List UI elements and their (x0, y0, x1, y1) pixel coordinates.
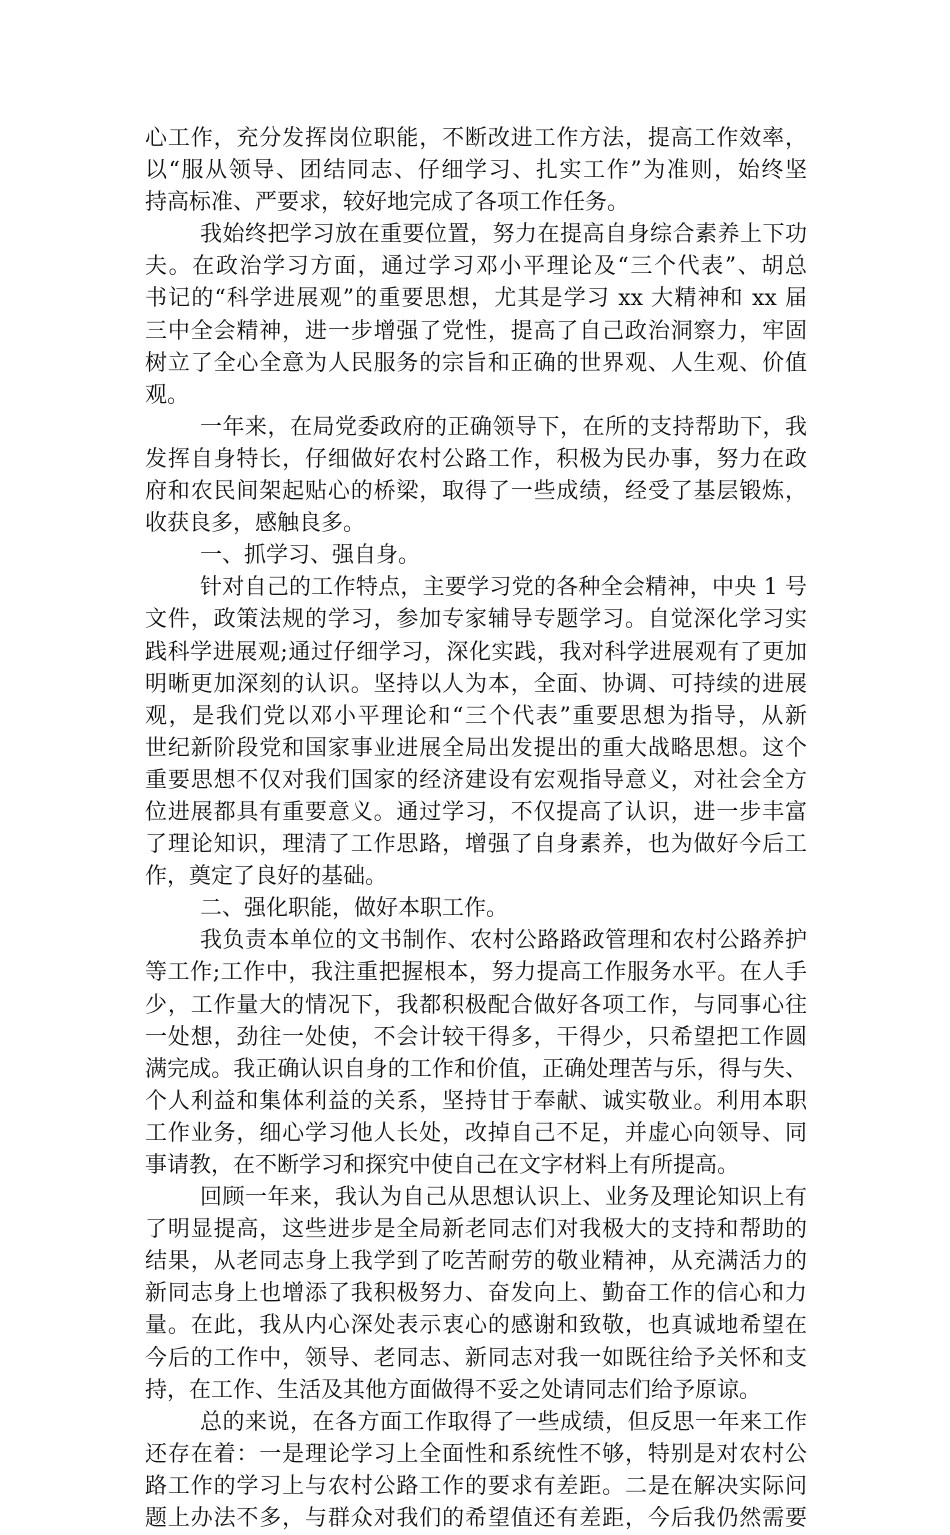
document-line: 我负责本单位的文书制作、农村公路路政管理和农村公路养护 (200, 928, 807, 954)
document-line: 三中全会精神，进一步增强了党性，提高了自己政治洞察力，牢固 (145, 318, 807, 344)
document-line: 书记的“科学进展观”的重要思想，尤其是学习 xx 大精神和 xx 届 (145, 286, 807, 312)
document-line: 了明显提高，这些进步是全局新老同志们对我极大的支持和帮助的 (145, 1217, 807, 1243)
document-line: 持高标准、严要求，较好地完成了各项工作任务。 (145, 190, 630, 216)
document-line: 明晰更加深刻的认识。坚持以人为本，全面、协调、可持续的进展 (145, 671, 807, 697)
document-line: 个人利益和集体利益的关系，坚持甘于奉献、诚实敬业。利用本职 (145, 1088, 807, 1114)
document-line: 心工作，充分发挥岗位职能，不断改进工作方法，提高工作效率， (145, 126, 807, 151)
document-line: 题上办法不多，与群众对我们的希望值还有差距，今后我仍然需要 (145, 1506, 807, 1532)
document-line: 发挥自身特长，仔细做好农村公路工作，积极为民办事，努力在政 (145, 446, 807, 472)
document-line: 夫。在政治学习方面，通过学习邓小平理论及“三个代表”、胡总 (145, 254, 807, 280)
document-line: 观，是我们党以邓小平理论和“三个代表”重要思想为指导，从新 (145, 703, 807, 729)
document-line: 作，奠定了良好的基础。 (145, 864, 388, 890)
document-line: 回顾一年来，我认为自己从思想认识上、业务及理论知识上有 (200, 1185, 807, 1211)
document-line: 践科学进展观;通过仔细学习，深化实践，我对科学进展观有了更加 (145, 639, 807, 665)
document-line: 树立了全心全意为人民服务的宗旨和正确的世界观、人生观、价值 (145, 350, 807, 376)
document-line: 观。 (145, 382, 190, 408)
document-line: 一、抓学习、强自身。 (200, 543, 421, 569)
document-line: 等工作;工作中，我注重把握根本，努力提高工作服务水平。在人手 (145, 960, 807, 986)
document-line: 以“服从领导、团结同志、仔细学习、扎实工作”为准则，始终坚 (145, 158, 807, 184)
document-line: 针对自己的工作特点，主要学习党的各种全会精神，中央 1 号 (200, 575, 807, 601)
document-line: 路工作的学习上与农村公路工作的要求有差距。二是在解决实际问 (145, 1473, 807, 1499)
document-line: 一年来，在局党委政府的正确领导下，在所的支持帮助下，我 (200, 414, 807, 440)
document-line: 量。在此，我从内心深处表示衷心的感谢和致敬，也真诚地希望在 (145, 1313, 807, 1339)
document-line: 了理论知识，理清了工作思路，增强了自身素养，也为做好今后工 (145, 832, 807, 858)
document-line: 工作业务，细心学习他人长处，改掉自己不足，并虚心向领导、同 (145, 1120, 807, 1146)
document-line: 府和农民间架起贴心的桥梁，取得了一些成绩，经受了基层锻炼， (145, 479, 807, 505)
document-body (145, 123, 807, 1535)
document-line: 重要思想不仅对我们国家的经济建设有宏观指导意义，对社会全方 (145, 767, 807, 793)
document-line: 结果，从老同志身上我学到了吃苦耐劳的敬业精神，从充满活力的 (145, 1249, 807, 1275)
document-line: 一处想，劲往一处使，不会计较干得多，干得少，只希望把工作圆 (145, 1024, 807, 1050)
document-line: 少，工作量大的情况下，我都积极配合做好各项工作，与同事心往 (145, 992, 807, 1018)
document-line: 位进展都具有重要意义。通过学习，不仅提高了认识，进一步丰富 (145, 799, 807, 825)
document-line: 持，在工作、生活及其他方面做得不妥之处请同志们给予原谅。 (145, 1377, 762, 1403)
document-line: 文件，政策法规的学习，参加专家辅导专题学习。自觉深化学习实 (145, 607, 807, 633)
document-line: 满完成。我正确认识自身的工作和价值，正确处理苦与乐，得与失、 (145, 1056, 807, 1082)
document-line: 事请教，在不断学习和探究中使自己在文字材料上有所提高。 (145, 1153, 740, 1178)
document-line: 我始终把学习放在重要位置，努力在提高自身综合素养上下功 (200, 222, 807, 248)
document-line: 今后的工作中，领导、老同志、新同志对我一如既往给予关怀和支 (145, 1345, 807, 1371)
document-line: 收获良多，感触良多。 (145, 511, 366, 537)
document-line: 新同志身上也增添了我积极努力、奋发向上、勤奋工作的信心和力 (145, 1281, 807, 1307)
document-line: 世纪新阶段党和国家事业进展全局出发提出的重大战略思想。这个 (145, 735, 807, 761)
document-line: 总的来说，在各方面工作取得了一些成绩，但反思一年来工作 (200, 1409, 807, 1435)
document-line: 还存在着：一是理论学习上全面性和系统性不够，特别是对农村公 (145, 1441, 807, 1467)
document-line: 二、强化职能，做好本职工作。 (200, 896, 509, 922)
